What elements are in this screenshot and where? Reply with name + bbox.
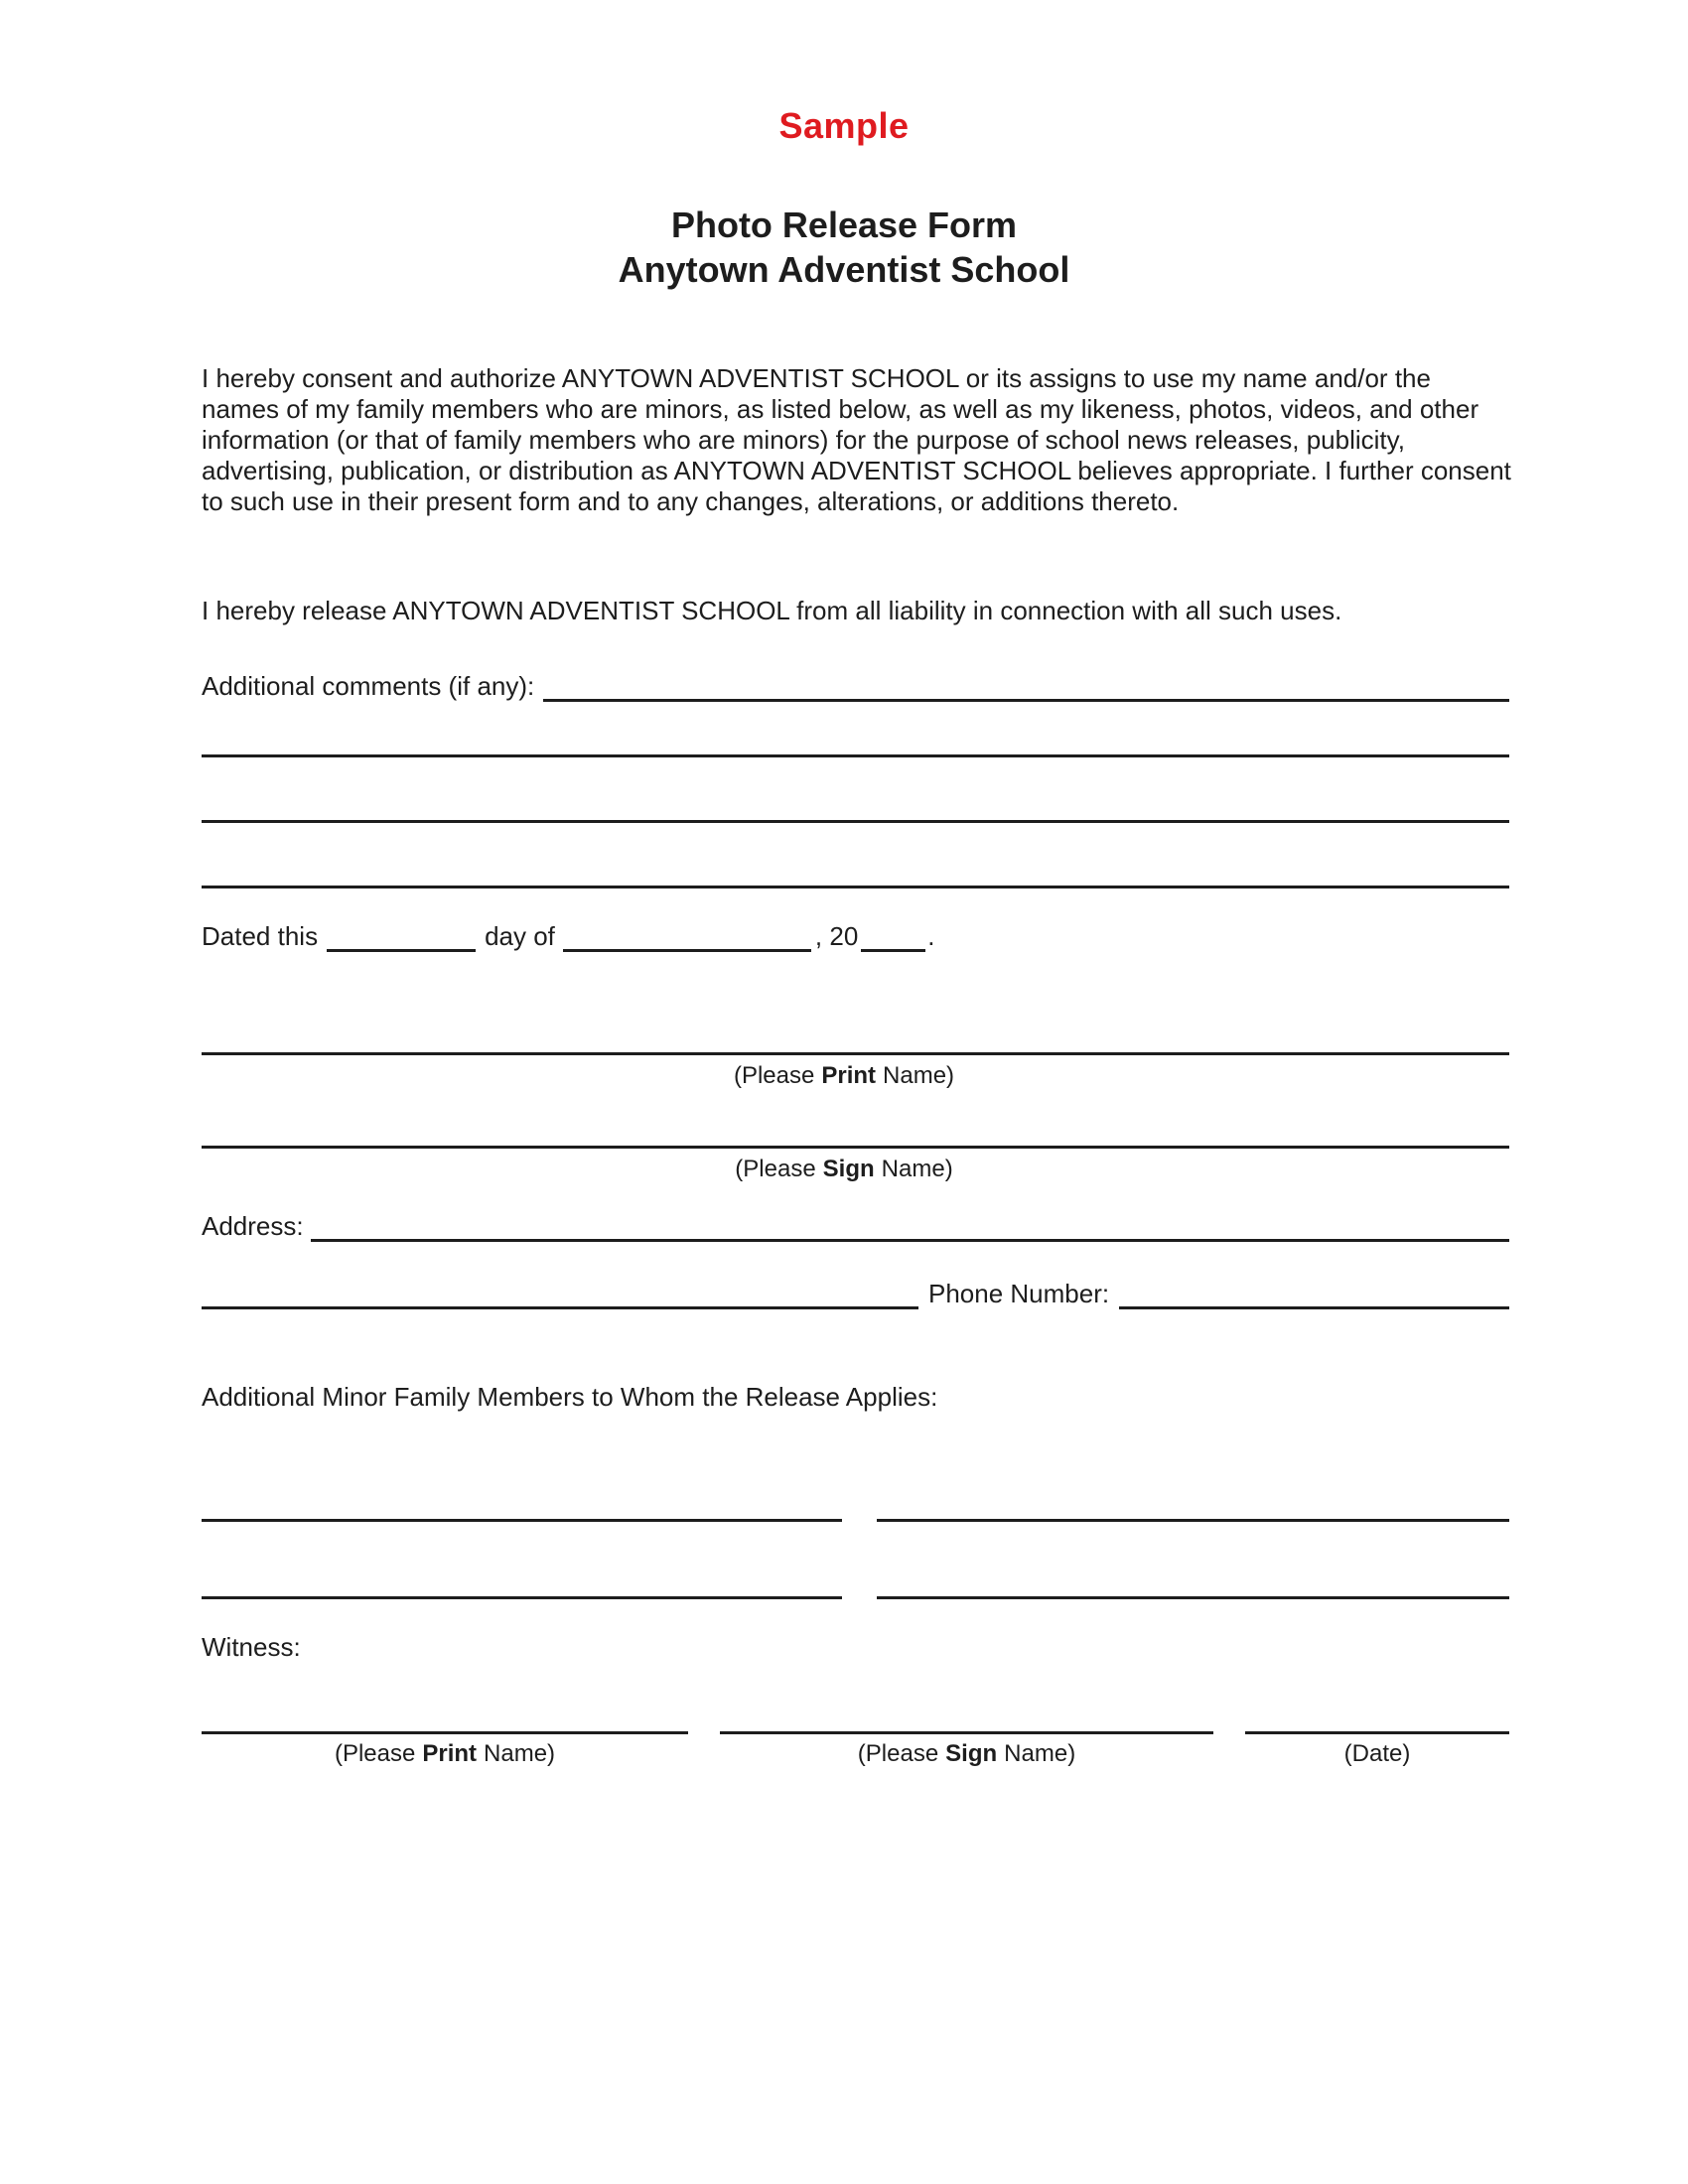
sign-name-line [202, 1146, 1509, 1149]
minor-name-line-1 [202, 1519, 842, 1522]
comments-line-2 [202, 754, 1509, 757]
phone-line [1119, 1306, 1509, 1309]
minors-heading: Additional Minor Family Members to Whom the Release Applies: [202, 1382, 938, 1412]
phone-label: Phone Number: [928, 1279, 1110, 1308]
print-name-line [202, 1052, 1509, 1055]
comments-line-3 [202, 820, 1509, 823]
minors-row-2 [202, 1596, 1509, 1599]
form-title: Photo Release Form [670, 205, 1018, 245]
address-row [202, 1211, 1509, 1242]
print-name-caption [0, 1062, 1688, 1090]
document-title [0, 203, 1688, 292]
comments-line-4 [202, 886, 1509, 888]
dated-period: . [927, 921, 935, 951]
sign-caption-pre: (Please [735, 1156, 816, 1182]
witness-print-line [202, 1731, 688, 1734]
print-caption-pre: (Please [733, 1062, 815, 1089]
minor-name-line-3 [202, 1596, 842, 1599]
witness-print-pre: (Please [334, 1740, 416, 1767]
witness-sign-line [720, 1731, 1213, 1734]
witness-date-column [1245, 1731, 1509, 1768]
witness-sign-post: Name) [1004, 1740, 1076, 1767]
sign-name-caption [0, 1156, 1688, 1183]
year-blank-line [861, 949, 925, 952]
witness-sign-bold: Sign [945, 1740, 998, 1767]
dated-prefix: Dated this [202, 921, 319, 951]
sign-caption-bold: Sign [822, 1156, 875, 1182]
sign-caption-post: Name) [881, 1156, 953, 1182]
print-caption-bold: Print [821, 1062, 877, 1089]
witness-print-column [202, 1731, 688, 1768]
witness-print-caption [202, 1740, 688, 1768]
witness-sign-caption [720, 1740, 1213, 1768]
minors-row-1 [202, 1519, 1509, 1522]
witness-print-post: Name) [484, 1740, 556, 1767]
consent-paragraph: I hereby consent and authorize ANYTOWN ADVENTIST SCHOOL or its assigns to use my name and/or the names of my family members who are minors, as listed below, as well as my likeness, photos, videos, and other information (or that of family members who are minors) for the purpose of school news releases, publicity, advertising, publication, or distribution as ANYTOWN ADVENTIST SCHOOL believes appropriate. I further consent to such use in their present form and to any changes, alterations, or additions thereto. [202, 363, 1511, 516]
witness-row [202, 1731, 1509, 1768]
comments-line-1 [543, 699, 1509, 702]
address-line-1 [311, 1239, 1509, 1242]
release-paragraph: I hereby release ANYTOWN ADVENTIST SCHOOL from all liability in connection with all such uses. [202, 596, 1342, 625]
address-line-2 [202, 1306, 918, 1309]
minor-name-line-2 [877, 1519, 1509, 1522]
sample-watermark: Sample [778, 105, 910, 146]
witness-sign-column [720, 1731, 1213, 1768]
witness-label: Witness: [202, 1632, 301, 1662]
year-prefix: , 20 [814, 921, 859, 951]
day-of-label: day of [485, 921, 555, 951]
witness-date-line [1245, 1731, 1509, 1734]
dated-row [202, 921, 1509, 952]
month-blank-line [563, 949, 811, 952]
address-label: Address: [202, 1211, 304, 1241]
phone-row [202, 1279, 1509, 1309]
print-caption-post: Name) [883, 1062, 955, 1089]
witness-sign-pre: (Please [857, 1740, 939, 1767]
comments-label: Additional comments (if any): [202, 671, 535, 701]
comments-row [202, 671, 1509, 702]
day-blank-line [327, 949, 476, 952]
witness-date-caption: (Date) [1343, 1740, 1411, 1767]
minor-name-line-4 [877, 1596, 1509, 1599]
witness-print-bold: Print [422, 1740, 478, 1767]
school-name: Anytown Adventist School [618, 249, 1070, 290]
